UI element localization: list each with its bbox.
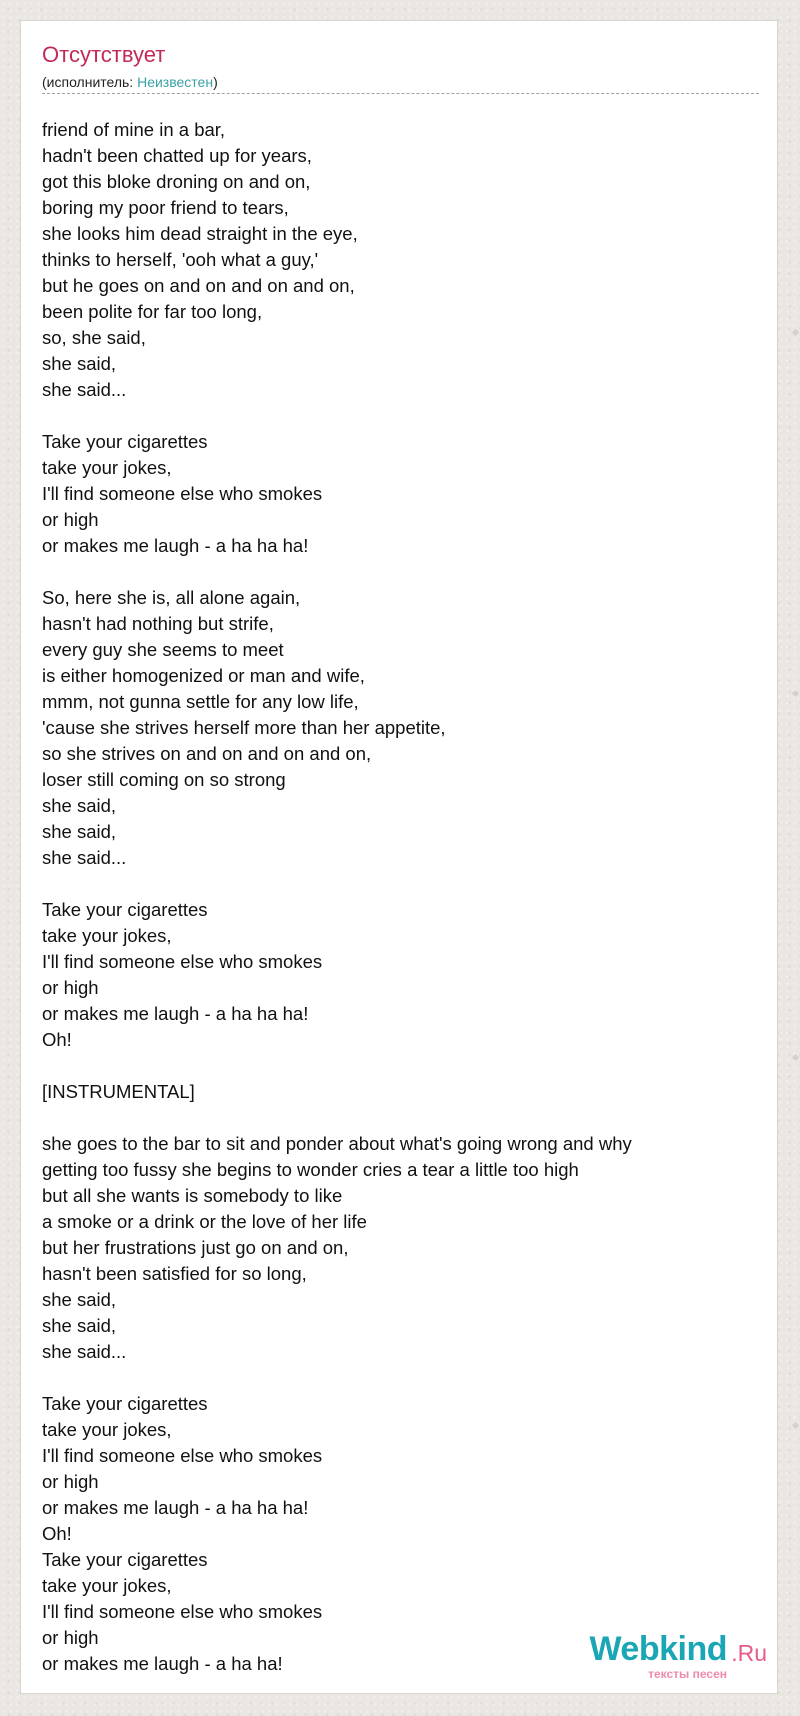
site-logo[interactable] — [566, 1629, 771, 1685]
logo-tagline: тексты песен — [648, 1667, 727, 1681]
logo-domain-suffix: .Ru — [731, 1640, 767, 1666]
byline-prefix: (исполнитель: — [42, 74, 138, 90]
artist-link[interactable]: Неизвестен — [137, 74, 214, 90]
page-edge-mark-icon — [792, 690, 799, 697]
song-title: Отсутствует — [42, 42, 166, 67]
artist-byline — [42, 73, 218, 91]
page-edge-mark-icon — [792, 1422, 799, 1429]
page-edge-mark-icon — [792, 329, 799, 336]
page-edge-mark-icon — [792, 1054, 799, 1061]
lyrics-card — [20, 20, 778, 1694]
logo-wordmark: Webkind — [589, 1630, 727, 1668]
lyrics-text: friend of mine in a bar, hadn't been chatted up for years, got this bloke droning on and on, boring my poor friend to tears, she looks him dead straight in the eye, thinks to herself, 'ooh what a guy,' but he goes on and on and on and on, been polite for far too long, so, she said, she said, she said... Take your cigarettes take your jokes, I'll find someone else who smokes or high or makes me laugh - a ha ha ha! So, here she is, all alone again, hasn't had nothing but strife, every guy she seems to meet is either homogenized or man and wife, mmm, not gunna settle for any low life, 'cause she strives herself more than her appetite, so she strives on and on and on and on, loser still coming on so strong she said, she said, she said... Take your cigarettes take your jokes, I'll find someone else who smokes or high or makes me laugh - a ha ha ha! Oh! [INSTRUMENTAL] she goes to the bar to sit and ponder about what's going wrong and why getting too fussy she begins to wonder cries a tear a little too high but all she wants is somebody to like a smoke or a drink or the love of her life but her frustrations just go on and on, hasn't been satisfied for so long, she said, she said, she said... Take your cigarettes take your jokes, I'll find someone else who smokes or high or makes me laugh - a ha ha ha! Oh! Take your cigarettes take your jokes, I'll find someone else who smokes or high or makes me laugh - a ha ha! — [42, 119, 632, 1674]
title-divider — [42, 93, 759, 94]
byline-suffix: ) — [213, 74, 218, 90]
